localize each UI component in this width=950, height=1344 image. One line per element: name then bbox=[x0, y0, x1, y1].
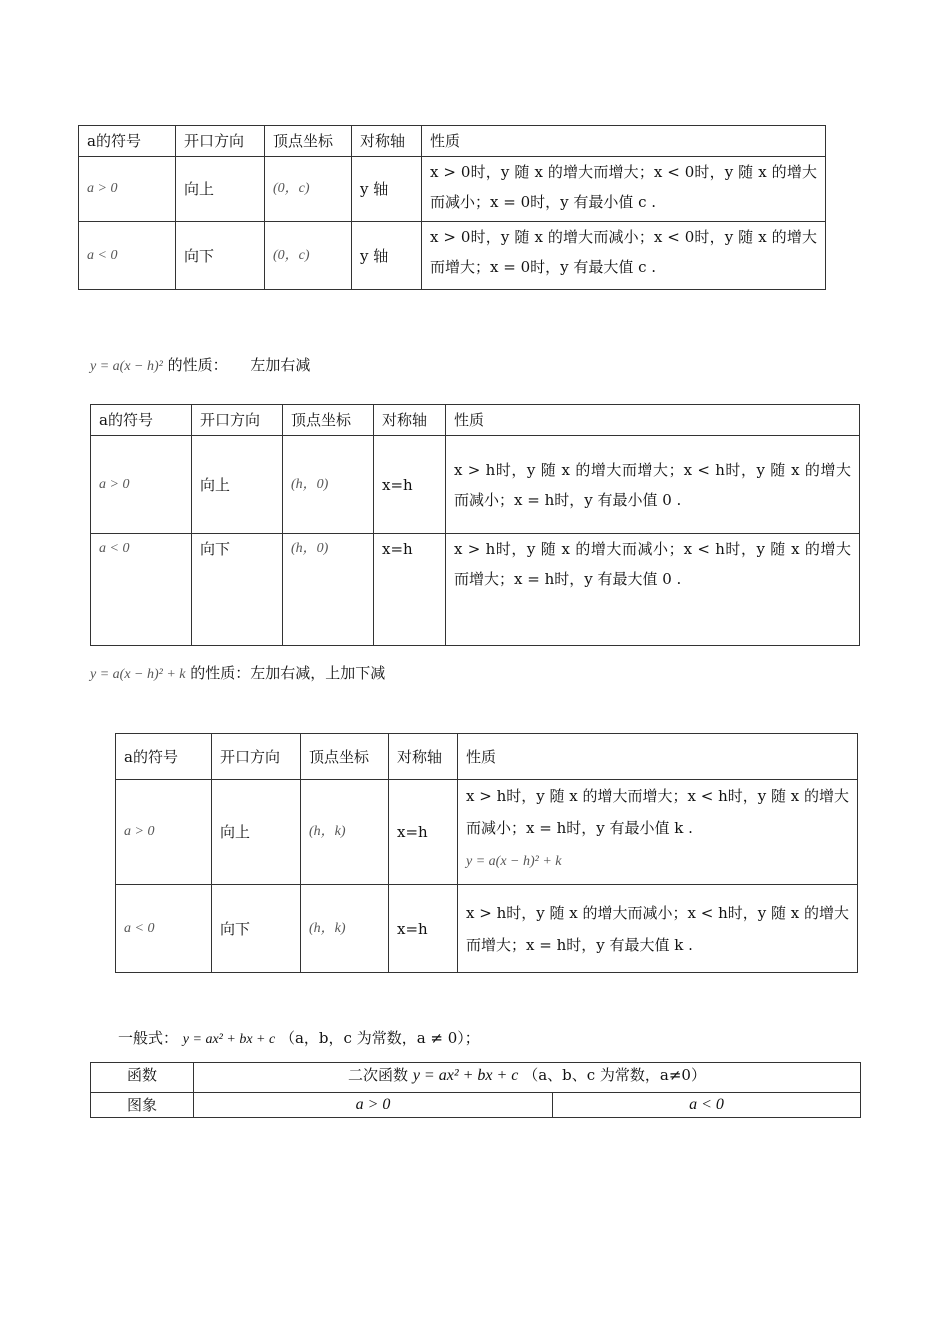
header-axis: 对称轴 bbox=[352, 126, 422, 157]
header-opening: 开口方向 bbox=[192, 405, 283, 436]
cell-vertex: (0，c) bbox=[265, 222, 352, 290]
table-y-a-x-minus-h-squared bbox=[90, 404, 860, 646]
table-header-row bbox=[79, 126, 826, 157]
cell-opening: 向下 bbox=[192, 534, 283, 646]
caption-formula: y = a(x − h)² bbox=[90, 359, 163, 374]
table-row bbox=[91, 534, 860, 646]
row-label-function: 函数 bbox=[91, 1063, 194, 1093]
table-row bbox=[79, 222, 826, 290]
cell-sign: a > 0 bbox=[116, 780, 212, 885]
cell-sign: a < 0 bbox=[91, 534, 192, 646]
cell-axis: x=h bbox=[389, 885, 458, 973]
caption-rule: 左加右减 bbox=[250, 356, 311, 374]
cell-vertex: (h，0) bbox=[283, 534, 374, 646]
table-y-ax2-plus-c bbox=[78, 125, 826, 290]
caption-vertex-form-h bbox=[90, 354, 310, 375]
general-form-line bbox=[118, 1027, 480, 1048]
cell-vertex: (h，k) bbox=[301, 780, 389, 885]
cell-sign: a < 0 bbox=[116, 885, 212, 973]
cell-property: x > h时，y 随 x 的增大而减小；x < h时，y 随 x 的增大而增大；x = h时，y 有最大值 0 . bbox=[446, 534, 860, 646]
caption-text: 的性质： bbox=[167, 356, 228, 374]
cell-vertex: (h，k) bbox=[301, 885, 389, 973]
caption-formula: y = a(x − h)² + k bbox=[90, 667, 186, 682]
cell-vertex: (h，0) bbox=[283, 436, 374, 534]
cell-axis: x=h bbox=[389, 780, 458, 885]
function-prefix: 二次函数 bbox=[348, 1066, 409, 1084]
cell-property: x > h时，y 随 x 的增大而减小；x < h时，y 随 x 的增大而增大；x = h时，y 有最大值 k . bbox=[458, 885, 858, 973]
header-sign: a的符号 bbox=[116, 734, 212, 780]
cell-axis: x=h bbox=[374, 436, 446, 534]
header-axis: 对称轴 bbox=[389, 734, 458, 780]
header-opening: 开口方向 bbox=[176, 126, 265, 157]
cell-sign: a > 0 bbox=[91, 436, 192, 534]
header-opening: 开口方向 bbox=[212, 734, 301, 780]
header-sign: a的符号 bbox=[91, 405, 192, 436]
cell-sign: a < 0 bbox=[79, 222, 176, 290]
cell-vertex: (0，c) bbox=[265, 157, 352, 222]
cell-opening: 向下 bbox=[176, 222, 265, 290]
function-suffix: （a、b、c 为常数，a≠0） bbox=[523, 1066, 706, 1084]
table-header-row bbox=[91, 405, 860, 436]
table-row bbox=[116, 780, 858, 885]
cell-property: x > 0时，y 随 x 的增大而减小；x < 0时，y 随 x 的增大而增大；x = 0时，y 有最大值 c . bbox=[422, 222, 826, 290]
cell-property bbox=[458, 780, 858, 885]
cell-opening: 向下 bbox=[212, 885, 301, 973]
table-row bbox=[79, 157, 826, 222]
table-row bbox=[91, 1093, 861, 1118]
header-sign: a的符号 bbox=[79, 126, 176, 157]
table-general-quadratic bbox=[90, 1062, 861, 1118]
cell-property: x > h时，y 随 x 的增大而增大；x < h时，y 随 x 的增大而减小；x = h时，y 有最小值 0 . bbox=[446, 436, 860, 534]
table-header-row bbox=[116, 734, 858, 780]
header-property: 性质 bbox=[458, 734, 858, 780]
table-row bbox=[91, 436, 860, 534]
cell-axis: y 轴 bbox=[352, 222, 422, 290]
header-property: 性质 bbox=[446, 405, 860, 436]
property-text: x > h时，y 随 x 的增大而增大；x < h时，y 随 x 的增大而减小；x = h时，y 有最小值 k . bbox=[466, 787, 849, 837]
header-axis: 对称轴 bbox=[374, 405, 446, 436]
row-label-graph: 图象 bbox=[91, 1093, 194, 1118]
property-formula: y = a(x − h)² + k bbox=[466, 854, 562, 869]
caption-text: 的性质：左加右减，上加下减 bbox=[190, 664, 386, 682]
table-y-a-x-minus-h-squared-plus-k bbox=[115, 733, 858, 973]
cell-opening: 向上 bbox=[192, 436, 283, 534]
table-row bbox=[91, 1063, 861, 1093]
cell-opening: 向上 bbox=[212, 780, 301, 885]
cell-axis: y 轴 bbox=[352, 157, 422, 222]
cell-opening: 向上 bbox=[176, 157, 265, 222]
header-vertex: 顶点坐标 bbox=[265, 126, 352, 157]
cell-sign: a > 0 bbox=[79, 157, 176, 222]
function-formula: y = ax² + bx + c bbox=[412, 1067, 519, 1084]
general-form-label: 一般式： bbox=[118, 1029, 179, 1047]
graph-col-a-negative: a < 0 bbox=[553, 1093, 861, 1118]
general-form-formula: y = ax² + bx + c bbox=[182, 1032, 276, 1047]
header-property: 性质 bbox=[422, 126, 826, 157]
function-description bbox=[194, 1063, 861, 1093]
cell-property: x > 0时，y 随 x 的增大而增大；x < 0时，y 随 x 的增大而减小；x = 0时，y 有最小值 c . bbox=[422, 157, 826, 222]
table-row bbox=[116, 885, 858, 973]
graph-col-a-positive: a > 0 bbox=[194, 1093, 553, 1118]
header-vertex: 顶点坐标 bbox=[283, 405, 374, 436]
cell-axis: x=h bbox=[374, 534, 446, 646]
caption-vertex-form-hk bbox=[90, 662, 385, 683]
header-vertex: 顶点坐标 bbox=[301, 734, 389, 780]
general-form-condition: （a，b，c 为常数，a ≠ 0）； bbox=[279, 1029, 480, 1047]
